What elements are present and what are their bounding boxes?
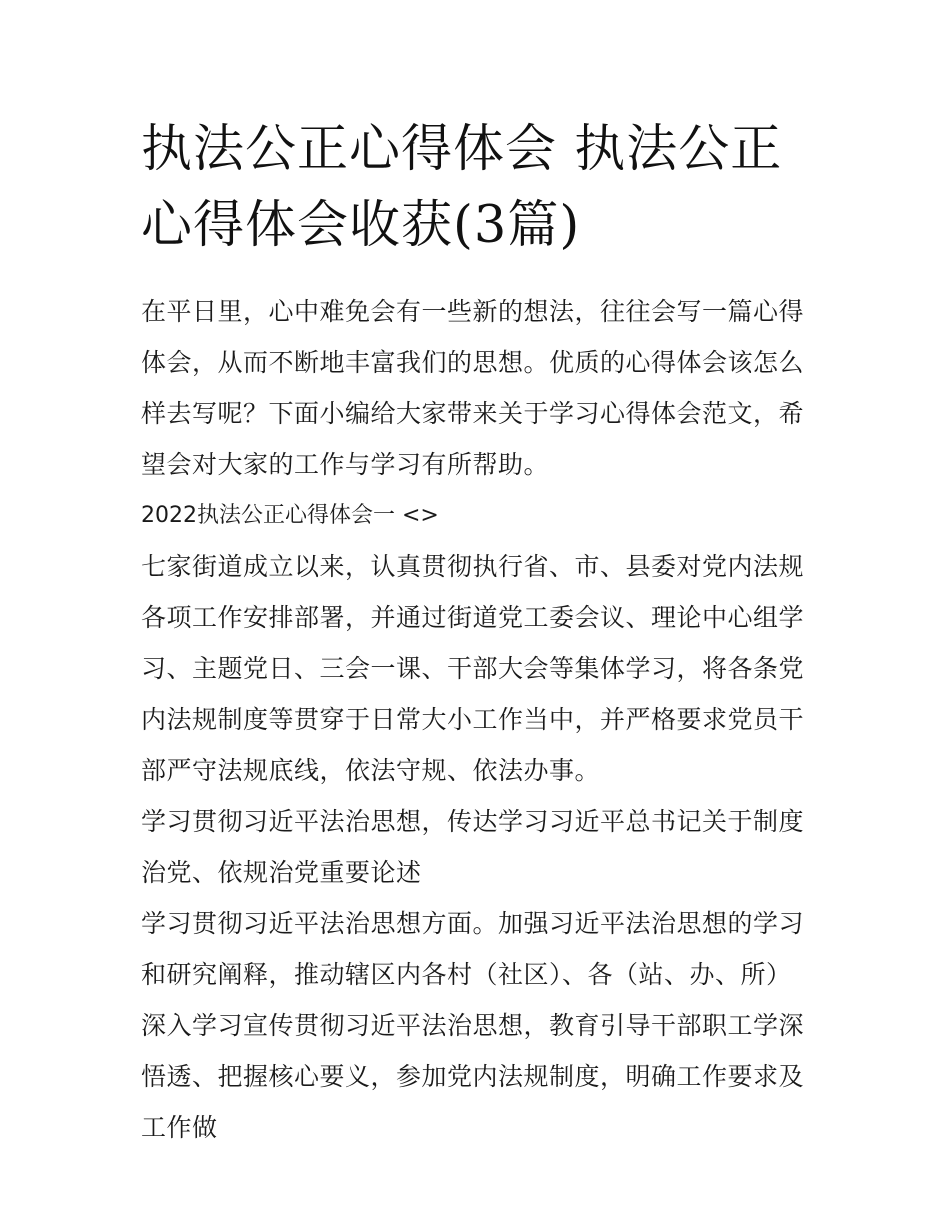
document-title: 执法公正心得体会 执法公正心得体会收获(3篇) (141, 120, 783, 255)
document-content (141, 112, 813, 1153)
intro-paragraph: 在平日里，心中难免会有一些新的想法，往往会写一篇心得体会，从而不断地丰富我们的思想。优质的心得体会该怎么样去写呢？下面小编给大家带来关于学习心得体会范文，希望会对大家的工作与学习有所帮助。 (141, 297, 805, 479)
body-paragraph-2: 学习贯彻习近平法治思想，传达学习习近平总书记关于制度治党、依规治党重要论述 (141, 807, 805, 887)
body-paragraph-3: 学习贯彻习近平法治思想方面。加强习近平法治思想的学习和研究阐释，推动辖区内各村（社区）、各（站、办、所）深入学习宣传贯彻习近平法治思想，教育引导干部职工学深悟透、把握核心要义，参加党内法规制度，明确工作要求及工作做 (141, 909, 805, 1142)
body-paragraph-1: 七家街道成立以来，认真贯彻执行省、市、县委对党内法规各项工作安排部署，并通过街道党工委会议、理论中心组学习、主题党日、三会一课、干部大会等集体学习，将各条党内法规制度等贯穿于日常大小工作当中，并严格要求党员干部严守法规底线，依法守规、依法办事。 (141, 552, 805, 785)
section-heading: 2022执法公正心得体会一 <> (141, 503, 439, 528)
